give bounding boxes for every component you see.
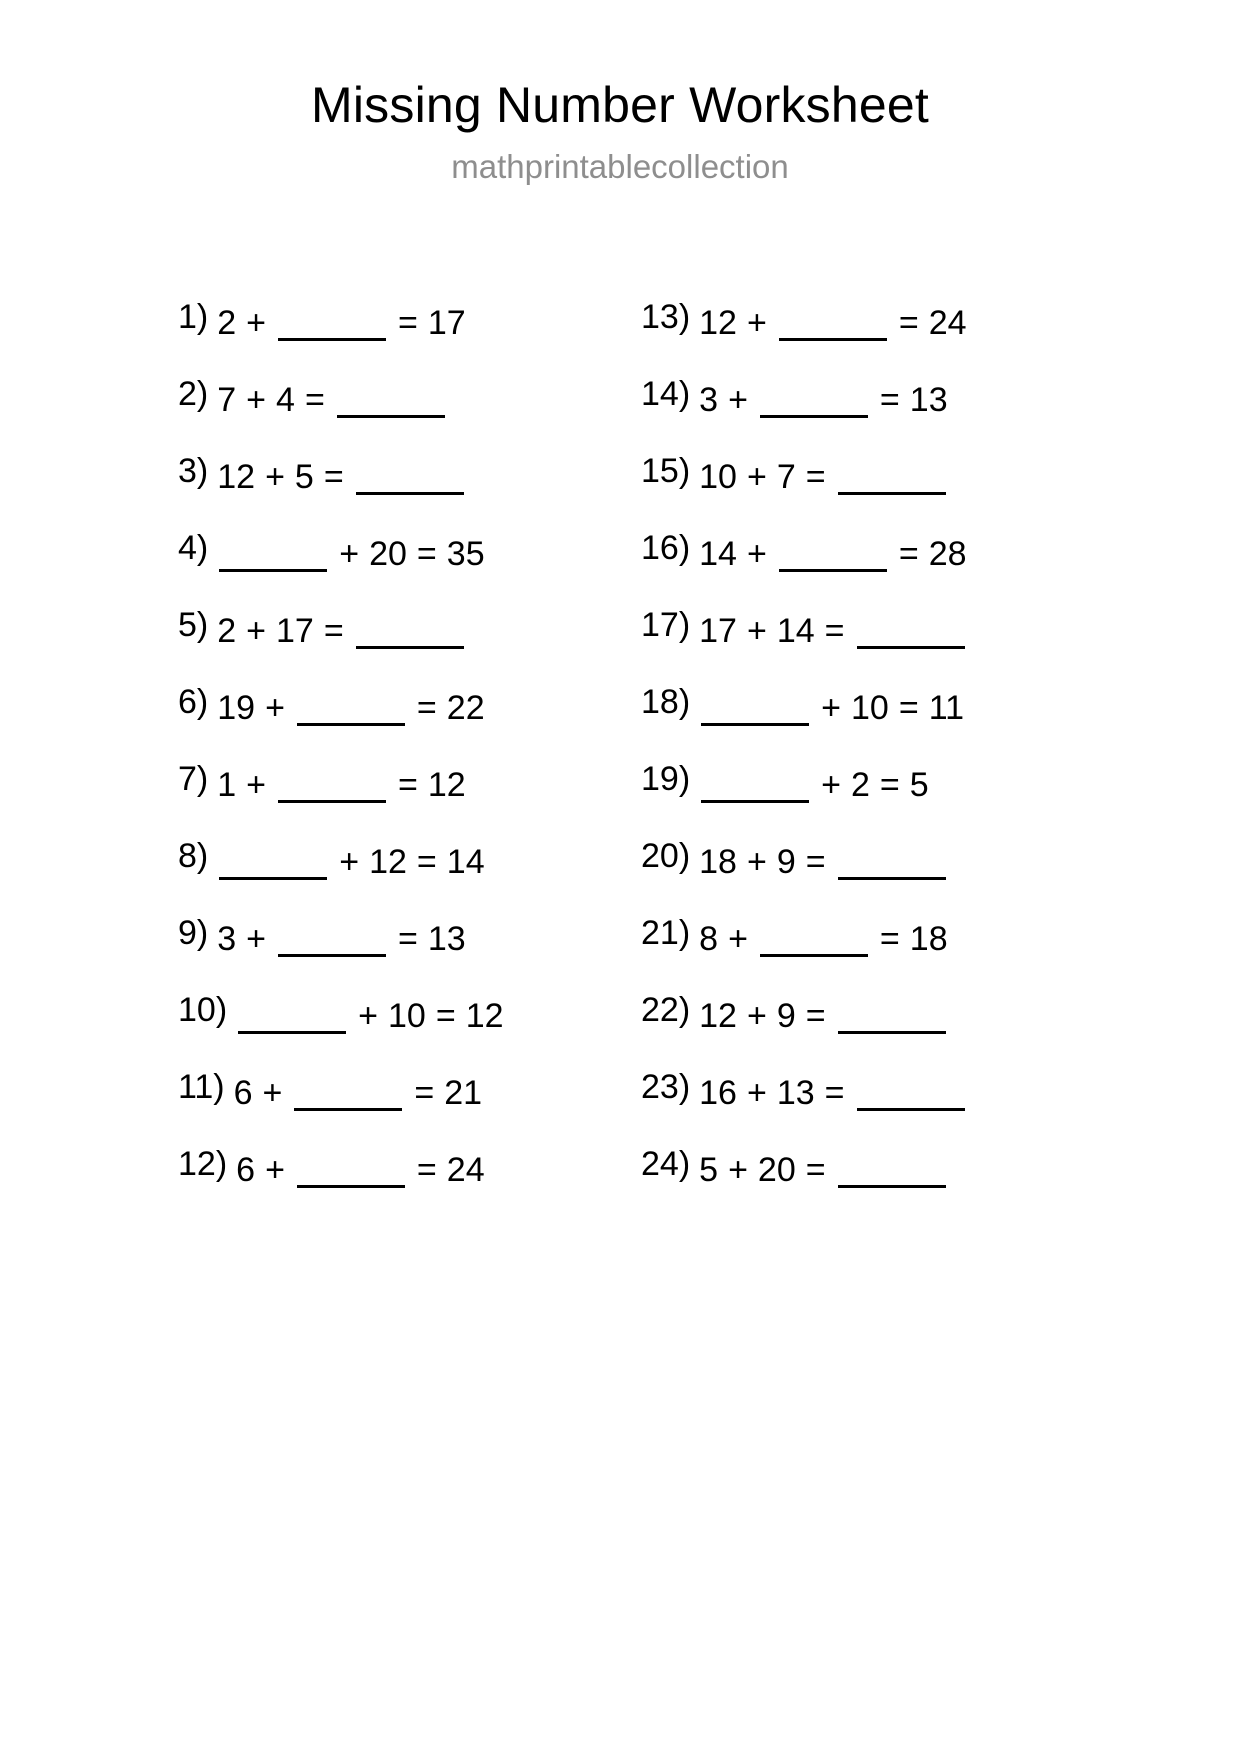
operator-equals: = xyxy=(398,304,418,342)
operator-equals: = xyxy=(414,1074,435,1112)
problem-row xyxy=(178,1147,633,1224)
problem-expression xyxy=(234,1070,482,1110)
operator-plus: + xyxy=(746,1074,767,1112)
answer-blank[interactable] xyxy=(295,1147,407,1181)
answer-blank[interactable] xyxy=(295,685,407,719)
operator-plus: + xyxy=(746,843,767,881)
answer-blank[interactable] xyxy=(758,916,870,950)
answer-blank[interactable] xyxy=(836,454,948,488)
operator-equals: = xyxy=(416,535,437,573)
problem-row xyxy=(641,762,1096,839)
problem-expression xyxy=(236,993,503,1033)
operand: 18 xyxy=(699,843,737,881)
problem-expression xyxy=(217,377,447,417)
operator-equals: = xyxy=(824,612,845,650)
operator-equals: = xyxy=(416,689,437,727)
operand: 35 xyxy=(446,535,485,573)
problem-number: 15) xyxy=(641,452,691,490)
answer-blank[interactable] xyxy=(836,993,948,1027)
operator-equals: = xyxy=(416,843,437,881)
problem-number: 1) xyxy=(178,298,209,336)
problem-row xyxy=(641,916,1096,993)
problem-row xyxy=(178,377,633,454)
operand: 13 xyxy=(427,920,466,958)
operator-equals: = xyxy=(398,766,418,804)
problem-row xyxy=(641,377,1096,454)
operator-equals: = xyxy=(805,843,826,881)
operand: 14 xyxy=(446,843,485,881)
problem-expression xyxy=(217,685,484,725)
answer-blank[interactable] xyxy=(276,300,388,334)
problem-number: 4) xyxy=(178,529,209,567)
answer-blank[interactable] xyxy=(276,916,388,950)
problem-row xyxy=(178,1070,633,1147)
operand: 7 xyxy=(776,458,796,496)
problem-row xyxy=(178,531,633,608)
operator-plus: + xyxy=(821,766,841,804)
operand: 24 xyxy=(446,1151,485,1189)
problem-row xyxy=(178,916,633,993)
operator-equals: = xyxy=(805,1151,826,1189)
problem-expression xyxy=(699,839,947,879)
problem-number: 18) xyxy=(641,683,691,721)
operator-plus: + xyxy=(265,1151,285,1189)
operator-plus: + xyxy=(246,920,267,958)
operand: 12 xyxy=(369,843,407,881)
operand: 17 xyxy=(699,612,737,650)
operand: 10 xyxy=(851,689,889,727)
answer-blank[interactable] xyxy=(217,531,329,565)
answer-blank[interactable] xyxy=(836,839,948,873)
problem-row xyxy=(178,839,633,916)
problem-row xyxy=(641,608,1096,685)
answer-blank[interactable] xyxy=(354,608,466,642)
operand: 12 xyxy=(217,458,256,496)
operand: 9 xyxy=(776,843,796,881)
problem-expression xyxy=(699,608,966,648)
operand: 18 xyxy=(909,920,948,958)
problem-row xyxy=(178,608,633,685)
answer-blank[interactable] xyxy=(855,608,967,642)
problem-number: 11) xyxy=(178,1068,225,1106)
problem-expression xyxy=(699,685,964,725)
problem-number: 12) xyxy=(178,1145,228,1183)
answer-blank[interactable] xyxy=(699,762,811,796)
problem-expression xyxy=(699,762,929,802)
problem-number: 21) xyxy=(641,914,691,952)
answer-blank[interactable] xyxy=(836,1147,948,1181)
operand: 8 xyxy=(699,920,719,958)
operand: 11 xyxy=(928,689,964,727)
operand: 17 xyxy=(427,304,466,342)
operand: 28 xyxy=(928,535,967,573)
operand: 17 xyxy=(276,612,314,650)
problem-expression xyxy=(699,993,947,1033)
problem-row xyxy=(641,839,1096,916)
operand: 6 xyxy=(236,1151,256,1189)
operand: 14 xyxy=(699,535,737,573)
operator-plus: + xyxy=(339,535,360,573)
operator-equals: = xyxy=(824,1074,845,1112)
operand: 20 xyxy=(369,535,407,573)
operator-plus: + xyxy=(246,304,267,342)
operator-plus: + xyxy=(265,458,285,496)
operator-equals: = xyxy=(304,381,325,419)
problem-row xyxy=(641,685,1096,762)
problem-row xyxy=(641,993,1096,1070)
operator-equals: = xyxy=(879,381,900,419)
operand: 10 xyxy=(388,997,426,1035)
problem-row xyxy=(178,454,633,531)
problem-expression xyxy=(217,762,465,802)
operator-plus: + xyxy=(746,612,767,650)
operand: 14 xyxy=(776,612,815,650)
problem-number: 9) xyxy=(178,914,209,952)
problem-expression xyxy=(236,1147,484,1187)
right-column xyxy=(641,300,1096,1224)
operator-plus: + xyxy=(821,689,841,727)
problem-expression xyxy=(699,916,947,956)
operand: 21 xyxy=(444,1074,483,1112)
operand: 2 xyxy=(217,612,237,650)
answer-blank[interactable] xyxy=(217,839,329,873)
problem-number: 8) xyxy=(178,837,209,875)
operator-plus: + xyxy=(746,304,767,342)
operator-equals: = xyxy=(879,920,900,958)
page-title: Missing Number Worksheet xyxy=(311,77,929,133)
operator-equals: = xyxy=(398,920,418,958)
problem-expression xyxy=(217,916,465,956)
problem-expression xyxy=(699,454,947,494)
operator-equals: = xyxy=(898,304,919,342)
operand: 24 xyxy=(928,304,967,342)
operator-plus: + xyxy=(262,1074,283,1112)
problem-row xyxy=(178,762,633,839)
operand: 2 xyxy=(217,304,237,342)
problem-number: 20) xyxy=(641,837,691,875)
operand: 16 xyxy=(699,1074,737,1112)
problem-number: 13) xyxy=(641,298,691,336)
problem-row xyxy=(641,454,1096,531)
operator-plus: + xyxy=(746,535,767,573)
operand: 3 xyxy=(217,920,237,958)
problem-number: 24) xyxy=(641,1145,691,1183)
problem-number: 14) xyxy=(641,375,691,413)
answer-blank[interactable] xyxy=(699,685,811,719)
operand: 3 xyxy=(699,381,719,419)
problem-expression xyxy=(217,454,465,494)
answer-blank[interactable] xyxy=(236,993,348,1027)
operand: 12 xyxy=(465,997,504,1035)
left-column xyxy=(178,300,633,1224)
operand: 6 xyxy=(233,1074,253,1112)
operator-plus: + xyxy=(339,843,360,881)
operator-equals: = xyxy=(898,689,919,727)
problem-row xyxy=(641,1070,1096,1147)
problem-expression xyxy=(699,1070,966,1110)
problem-row xyxy=(178,300,633,377)
operand: 5 xyxy=(699,1151,719,1189)
answer-blank[interactable] xyxy=(777,531,889,565)
operator-plus: + xyxy=(746,997,767,1035)
operator-plus: + xyxy=(358,997,378,1035)
problem-row xyxy=(178,993,633,1070)
operand: 20 xyxy=(757,1151,796,1189)
operand: 10 xyxy=(699,458,737,496)
operator-plus: + xyxy=(265,689,285,727)
answer-blank[interactable] xyxy=(335,377,447,411)
operator-equals: = xyxy=(879,766,900,804)
operator-equals: = xyxy=(435,997,456,1035)
problem-number: 7) xyxy=(178,760,209,798)
problem-row xyxy=(641,531,1096,608)
problem-number: 2) xyxy=(178,375,209,413)
problem-number: 17) xyxy=(641,606,691,644)
operand: 12 xyxy=(699,304,737,342)
operand: 7 xyxy=(217,381,237,419)
problem-expression xyxy=(217,608,465,648)
operand: 13 xyxy=(909,381,948,419)
problem-row xyxy=(641,1147,1096,1224)
operand: 19 xyxy=(217,689,256,727)
operand: 5 xyxy=(294,458,314,496)
worksheet-header xyxy=(0,0,1240,185)
operator-equals: = xyxy=(805,458,826,496)
operator-plus: + xyxy=(246,766,267,804)
problem-row xyxy=(178,685,633,762)
problem-number: 23) xyxy=(641,1068,691,1106)
operator-plus: + xyxy=(728,1151,748,1189)
operand: 9 xyxy=(776,997,796,1035)
problem-number: 19) xyxy=(641,760,691,798)
operand: 12 xyxy=(699,997,737,1035)
answer-blank[interactable] xyxy=(292,1070,404,1104)
operand: 12 xyxy=(427,766,466,804)
operator-equals: = xyxy=(323,458,344,496)
operator-plus: + xyxy=(246,612,267,650)
operator-plus: + xyxy=(728,920,748,958)
page-subtitle: mathprintablecollection xyxy=(451,148,789,185)
problem-number: 3) xyxy=(178,452,209,490)
answer-blank[interactable] xyxy=(276,762,388,796)
problem-expression xyxy=(217,300,465,340)
operand: 13 xyxy=(776,1074,815,1112)
problem-expression xyxy=(699,377,947,417)
problem-number: 22) xyxy=(641,991,691,1029)
problem-row xyxy=(641,300,1096,377)
answer-blank[interactable] xyxy=(354,454,466,488)
operand: 5 xyxy=(909,766,929,804)
operator-equals: = xyxy=(898,535,919,573)
problem-number: 5) xyxy=(178,606,209,644)
problem-number: 16) xyxy=(641,529,691,567)
problem-number: 10) xyxy=(178,991,228,1029)
problem-expression xyxy=(699,531,966,571)
operand: 22 xyxy=(446,689,485,727)
problem-expression xyxy=(699,1147,947,1187)
operand: 2 xyxy=(851,766,870,804)
problem-number: 6) xyxy=(178,683,209,721)
answer-blank[interactable] xyxy=(855,1070,967,1104)
problem-expression xyxy=(699,300,966,340)
operator-equals: = xyxy=(805,997,826,1035)
problem-expression xyxy=(217,839,484,879)
operator-equals: = xyxy=(323,612,344,650)
answer-blank[interactable] xyxy=(777,300,889,334)
problem-expression xyxy=(217,531,484,571)
operand: 1 xyxy=(217,766,237,804)
operator-plus: + xyxy=(728,381,748,419)
operator-plus: + xyxy=(746,458,767,496)
operand: 4 xyxy=(276,381,295,419)
operator-equals: = xyxy=(416,1151,437,1189)
operator-plus: + xyxy=(246,381,267,419)
answer-blank[interactable] xyxy=(758,377,870,411)
problem-grid xyxy=(0,300,1240,1224)
